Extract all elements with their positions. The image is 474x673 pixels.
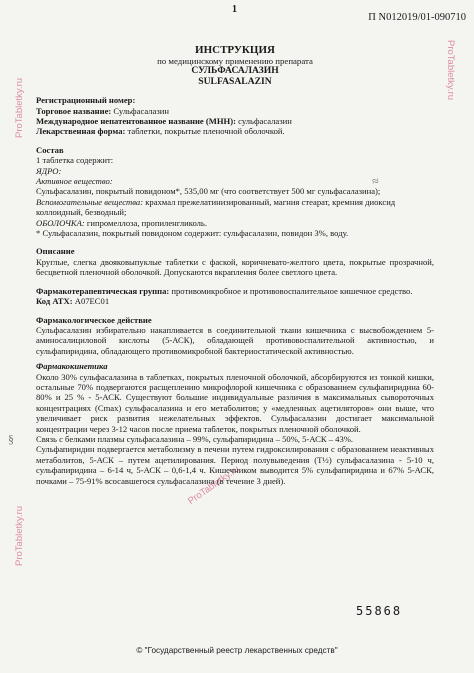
pharmacology-text: Сульфасалазин избирательно накапливается в соединительной ткани кишечника с высвобождением 5-аминосалициловой кислоты (5-АСК), обладающей противовоспалительной активностью, и сульфапиридина, обладающего противомикробной бактериостатической активностью. <box>36 324 434 356</box>
footer-copyright: © "Государственный реестр лекарственных средств" <box>136 646 338 655</box>
handwritten-mark: ≈ <box>370 173 380 189</box>
pharm-group-line <box>36 286 434 296</box>
trade-name-line <box>36 106 434 116</box>
doc-subtitle: по медицинскому применению препарата <box>157 56 313 66</box>
active-substance-label: Активное вещество: <box>36 176 113 187</box>
atx-label: Код АТХ: <box>36 296 73 307</box>
watermark-left-bottom: ProTabletky.ru <box>14 505 25 566</box>
margin-mark: § <box>8 432 14 446</box>
active-substance-value: Сульфасалазин, покрытый повидоном*, 535,00 мг (что соответствует 500 мг сульфасалазина); <box>36 186 381 197</box>
coating-label: ОБОЛОЧКА: <box>36 217 85 228</box>
excipients-label: Вспомогательные вещества: <box>36 196 144 207</box>
description-text: Круглые, слегка двояковыпуклые таблетки с фаской, коричневато-желтого цвета, покрытые прозрачной, бесцветной пленочной оболочкой. Допускаются вкрапления более светлого цвета. <box>36 256 434 278</box>
page-number: 1 <box>232 4 237 15</box>
dosage-form-label: Лекарственная форма: <box>36 126 126 137</box>
composition-line1: 1 таблетка содержит: <box>36 155 114 166</box>
pharmacokinetics-title: Фармакокинетика <box>36 361 108 372</box>
coating-value: гипромеллоза, пропиленгликоль. <box>84 217 207 228</box>
excipients-value: крахмал прежелатинизированный, магния стеарат, кремния диоксид коллоидный, безводный; <box>36 196 396 218</box>
pharm-group-value: противомикробное и противовоспалительное кишечное средство. <box>169 285 413 296</box>
trade-name-label: Торговое название: <box>36 105 112 116</box>
trade-name-value: Сульфасалазин <box>111 105 169 116</box>
atx-value: A07EC01 <box>72 296 110 307</box>
pharmacokinetics-p1: Около 30% сульфасалазина в таблетках, покрытых пленочной оболочкой, абсорбируются из тонкой кишки, остальные 70% подвергаются расщеплению микрофлорой кишечника с образованием сульфапиридина 60-80% и 25 % - 5-АСК. Существуют большие индивидуальные различия в максимальных сывороточных концентрациях (Cmax) сульфасалазина и его метаболитов; у «медленных ацетиляторов» они выше, что увеличивает риск развития нежелательных эффектов. Сульфасалазин достигает максимальной концентрации через 3-12 часов после приема таблеток, покрытых пленочной оболочкой. <box>36 371 434 434</box>
pharmacology-title: Фармакологическое действие <box>36 314 152 325</box>
inn-label: Международное непатентованное название (МНН): <box>36 116 236 126</box>
pharmacokinetics-p3: Сульфапиридин подвергается метаболизму в печени путем гидроксилирования с образованием неактивных метаболитов, 5-АСК – путем ацетилирования. Период полувыведения (T½) сульфасалазина - 5-10 ч, сульфапиридина – 6-14 ч, 5-АСК – 0,6-1,4 ч. Кишечником выводится 5% сульфапиридина и 67% 5-АСК, почками – 75-91% всосавшегося сульфасалазина (в течение 3 дней). <box>36 444 434 486</box>
drug-latin-name: SULFASALAZIN <box>198 75 272 87</box>
doc-title: ИНСТРУКЦИЯ <box>195 44 275 56</box>
watermark-left-top: ProTabletky.ru <box>14 77 25 138</box>
pharm-group-label: Фармакотерапевтическая группа: <box>36 285 170 296</box>
atx-line <box>36 296 434 306</box>
inn-value: сульфасалазин <box>235 116 292 126</box>
dosage-form-value: таблетки, покрытые пленочной оболочкой. <box>125 126 285 137</box>
composition-core: ЯДРО: <box>36 165 62 176</box>
registration-code: П N012019/01-090710 <box>368 12 466 23</box>
excipients-line <box>36 197 434 218</box>
pharmacokinetics-p2: Связь с белками плазмы сульфасалазина – 99%, сульфапиридина – 50%, 5-АСК – 43%. <box>36 433 354 444</box>
dosage-form-line <box>36 126 434 136</box>
reg-number-label: Регистрационный номер: <box>36 95 136 106</box>
composition-title: Состав <box>36 144 64 155</box>
watermark-right: ProTabletky.ru <box>445 40 456 101</box>
inn-line <box>36 116 434 126</box>
document-body <box>36 44 434 486</box>
stamp-number: 55868 <box>356 604 403 618</box>
watermark-diagonal: ProTabletky.ru <box>186 463 242 508</box>
drug-name: СУЛЬФАСАЛАЗИН <box>191 65 279 76</box>
coating-line <box>36 218 434 228</box>
description-title: Описание <box>36 246 75 257</box>
composition-note: * Сульфасалазин, покрытый повидоном содержит: сульфасалазин, повидон 3%, воду. <box>36 228 349 239</box>
